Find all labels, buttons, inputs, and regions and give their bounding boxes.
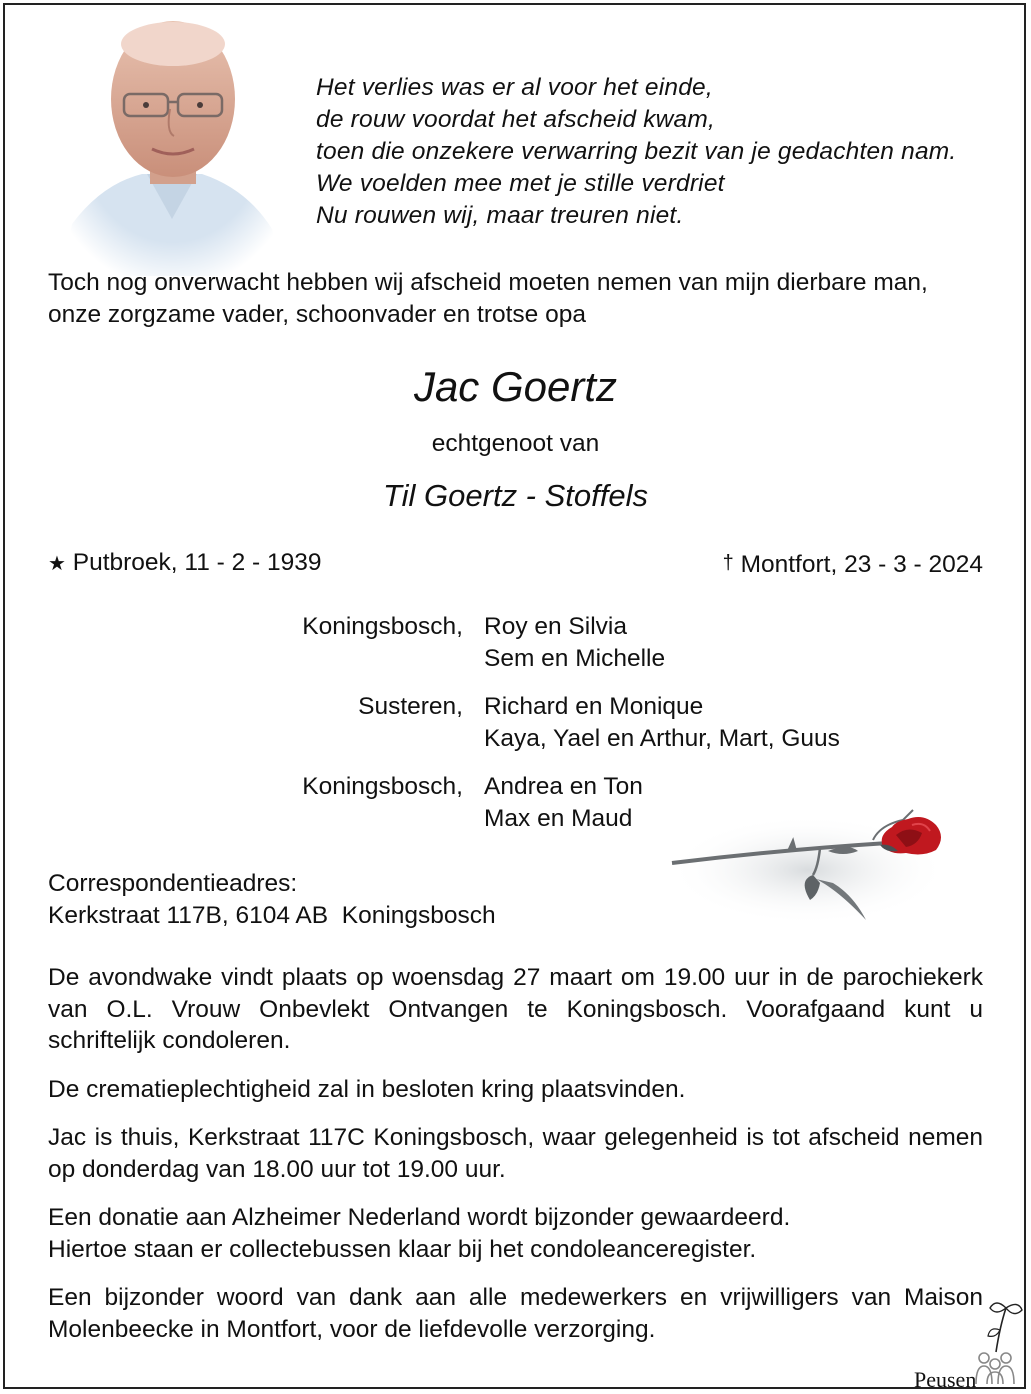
family-line: Richard en Monique (484, 693, 704, 720)
address-value: Kerkstraat 117B, 6104 AB Koningsbosch (48, 901, 496, 929)
death-text: Montfort, 23 - 3 - 2024 (740, 551, 983, 578)
family-names (484, 771, 643, 835)
paragraph-thanks: Een bijzonder woord van dank aan alle medewerkers en vrijwilligers van Maison Molenbeecke in Montfort, voor de liefdevolle verzorging. (48, 1284, 983, 1343)
poem-line: de rouw voordat het afscheid kwam, (316, 106, 716, 133)
donation-line: Een donatie aan Alzheimer Nederland wordt bijzonder gewaardeerd. (48, 1204, 791, 1231)
spouse-label: echtgenoot van (431, 430, 600, 457)
family-place: Koningsbosch, (302, 773, 463, 800)
death-info (723, 547, 983, 581)
poem (316, 72, 956, 232)
paragraph-home: Jac is thuis, Kerkstraat 117C Koningsbosch, waar gelegenheid is tot afscheid nemen op donderdag van 18.00 uur tot 19.00 uur. (48, 1124, 983, 1183)
intro-text (48, 267, 983, 330)
birth-text: Putbroek, 11 - 2 - 1939 (72, 549, 322, 576)
paragraph-cremation: De crematieplechtigheid zal in besloten kring plaatsvinden. (48, 1076, 686, 1103)
poem-line: toen die onzekere verwarring bezit van je gedachten nam. (316, 138, 957, 165)
family-place: Susteren, (358, 693, 463, 720)
family-line: Max en Maud (484, 805, 633, 832)
family-names (484, 691, 840, 755)
family-line: Andrea en Ton (484, 773, 643, 800)
address-block (48, 868, 983, 931)
family-line: Sem en Michelle (484, 645, 666, 672)
poem-line: We voelden mee met je stille verdriet (316, 170, 725, 197)
intro-line: onze zorgzame vader, schoonvader en trotse opa (48, 300, 586, 328)
funeral-home-name: Peusen (914, 1367, 977, 1392)
spouse-name: Til Goertz - Stoffels (382, 478, 648, 513)
cross-icon: † (722, 552, 734, 574)
paragraph-donation (48, 1202, 983, 1265)
address-label: Correspondentieadres: (48, 870, 298, 897)
poem-line: Nu rouwen wij, maar treuren niet. (316, 202, 684, 229)
family-line: Kaya, Yael en Arthur, Mart, Guus (484, 725, 840, 752)
star-icon: ★ (48, 553, 66, 575)
paragraph-wake: De avondwake vindt plaats op woensdag 27 maart om 19.00 uur in de parochiekerk van O.L. Vrouw Onbevlekt Ontvangen te Koningsbosch. Voorafgaand kunt u schriftelijk condoleren. (48, 964, 983, 1054)
donation-line: Hiertoe staan er collectebussen klaar bij het condoleanceregister. (48, 1235, 757, 1263)
intro-line: Toch nog onverwacht hebben wij afscheid moeten nemen van mijn dierbare man, (48, 269, 928, 296)
portrait-photo (62, 14, 284, 276)
family-place: Koningsbosch, (302, 613, 463, 640)
family-line: Roy en Silvia (484, 613, 627, 640)
birth-info (48, 547, 322, 580)
deceased-name: Jac Goertz (413, 363, 618, 410)
family-names (484, 611, 665, 675)
poem-line: Het verlies was er al voor het einde, (316, 74, 713, 101)
